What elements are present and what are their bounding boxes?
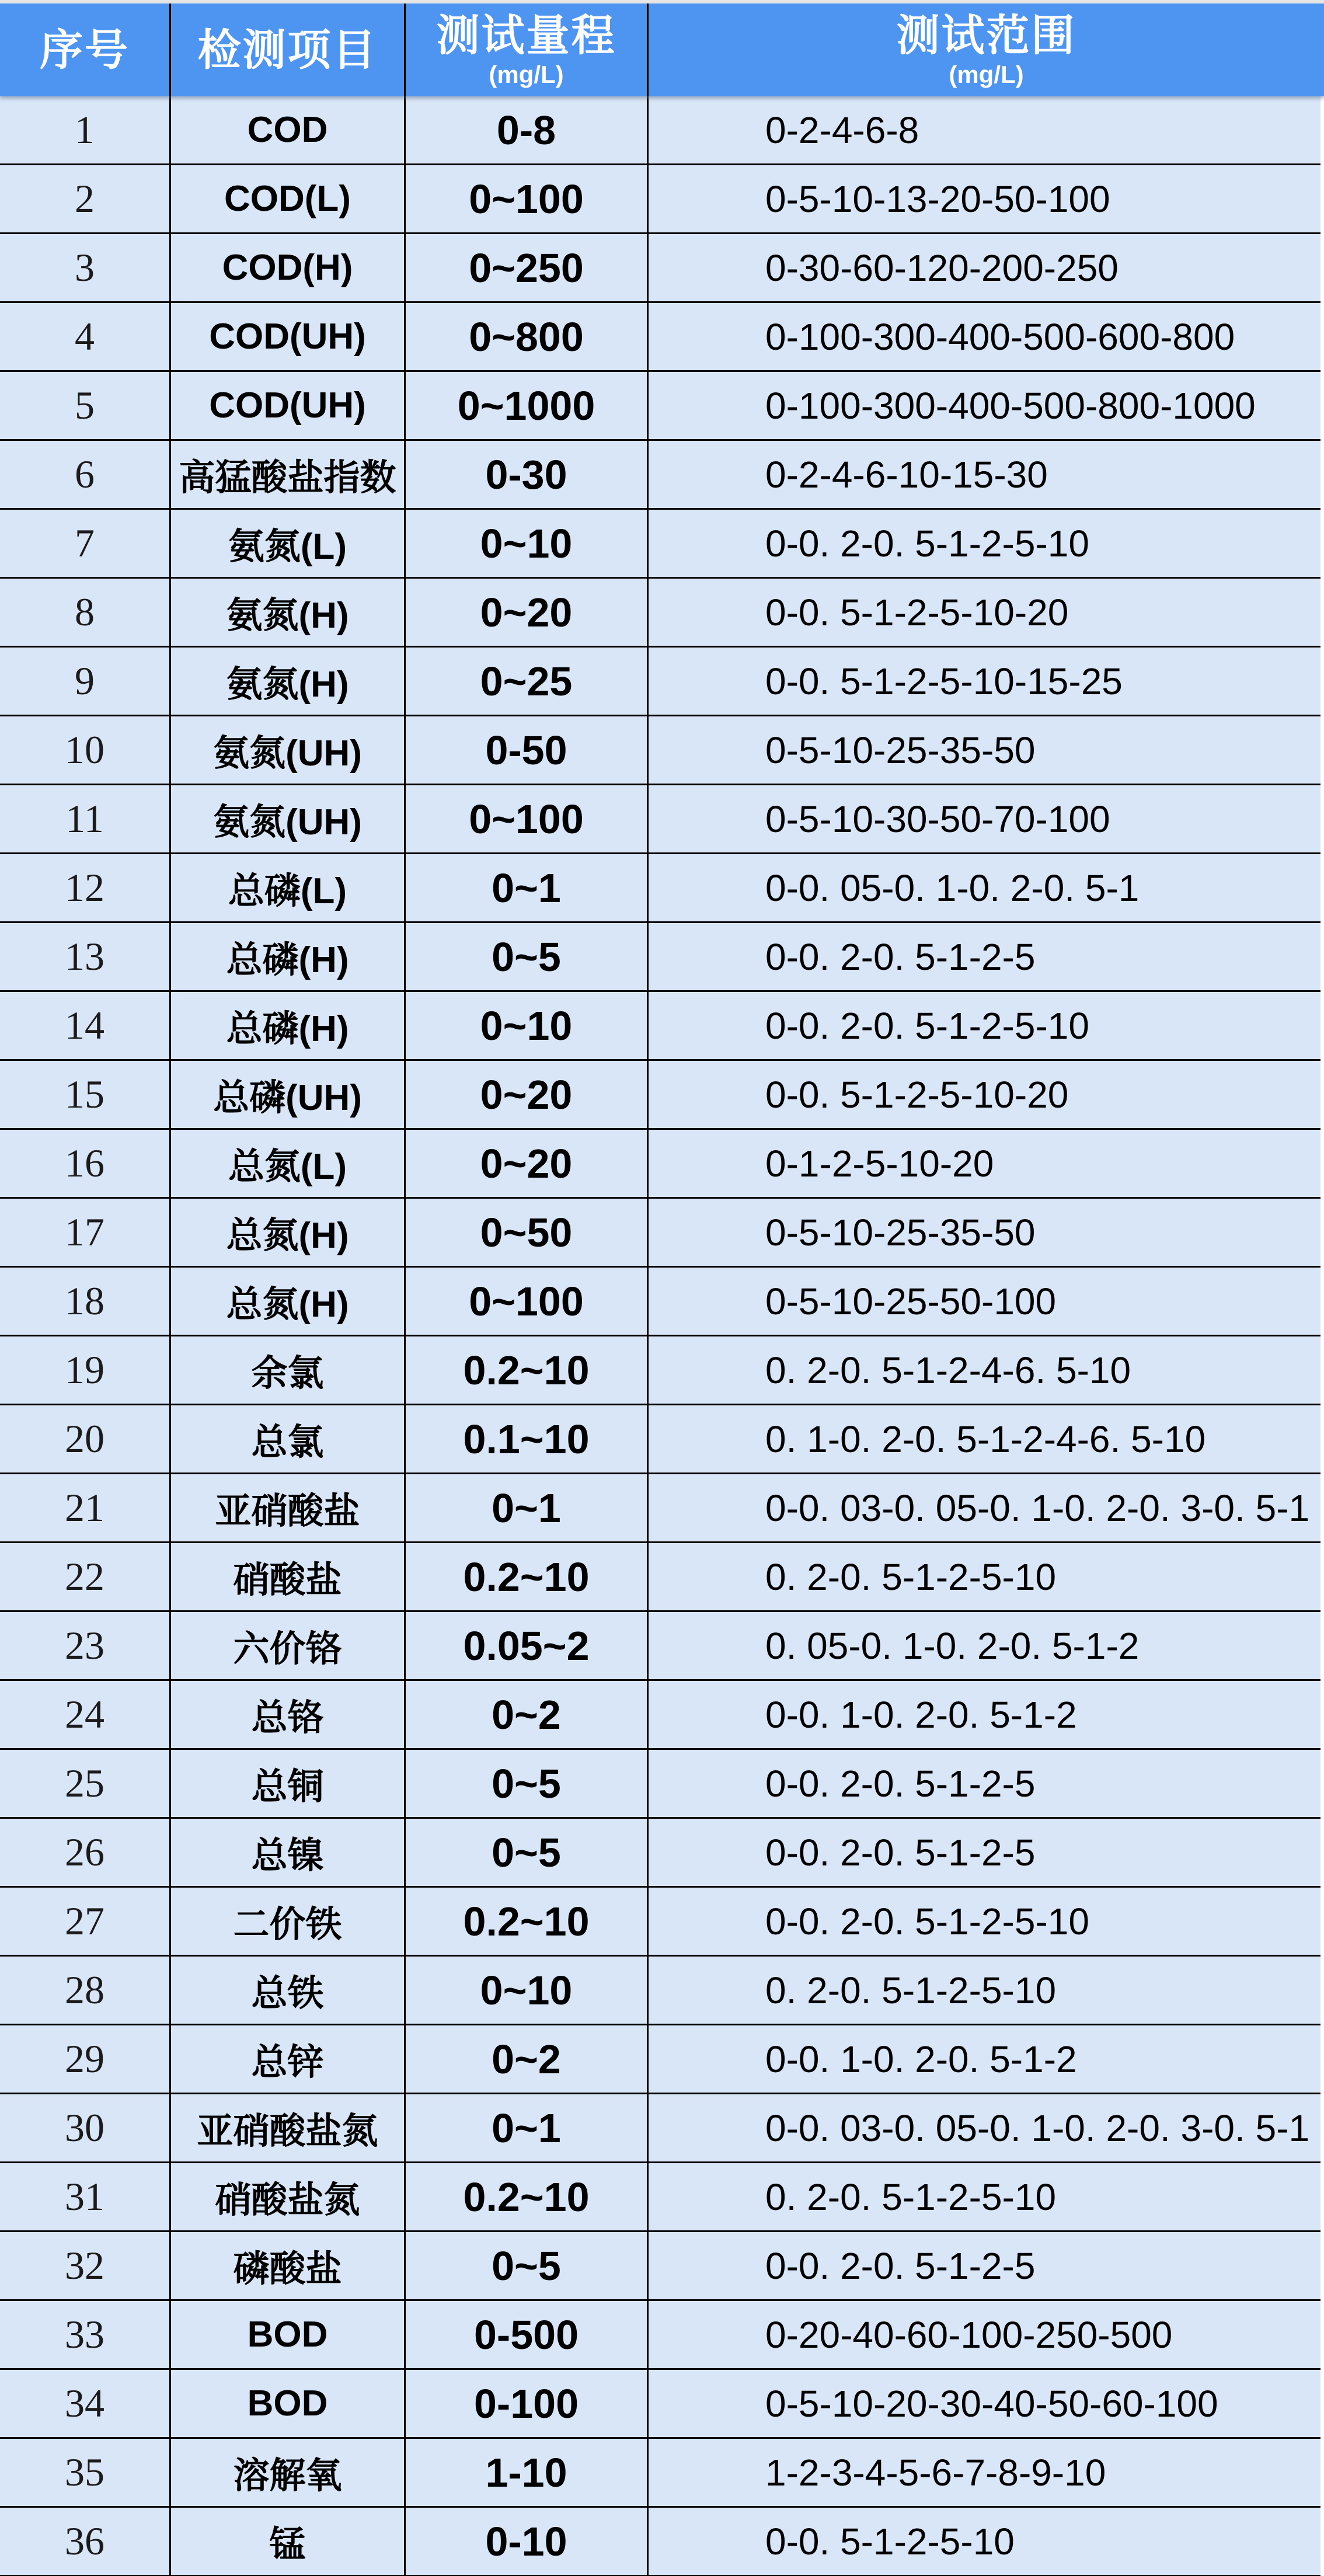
row-number-cell: 20 (65, 1416, 104, 1461)
row-number-cell: 21 (65, 1485, 104, 1530)
test-points-cell: 0-5-10-20-30-40-50-60-100 (647, 2370, 1320, 2437)
row-number-cell: 29 (65, 2037, 104, 2081)
row-number-cell: 33 (65, 2312, 104, 2356)
measure-range-cell: 0~100 (404, 165, 647, 232)
table-row (0, 165, 1320, 234)
table-row (0, 2370, 1320, 2439)
item-name-cell: 硝酸盐 (169, 1543, 404, 1610)
table-row (0, 854, 1320, 923)
measure-range-cell: 0~100 (404, 1268, 647, 1335)
item-name-cell: 氨氮(H) (169, 579, 404, 646)
measure-range-cell: 0~5 (404, 1750, 647, 1817)
row-number-cell: 13 (65, 934, 104, 979)
row-number-cell: 34 (65, 2381, 104, 2425)
item-name-cell: 亚硝酸盐 (169, 1474, 404, 1541)
table-row (0, 1612, 1320, 1681)
row-number-cell: 4 (75, 314, 95, 358)
row-number-cell: 6 (75, 452, 95, 496)
test-points-cell: 0. 2-0. 5-1-2-5-10 (647, 1543, 1320, 1610)
row-number-cell: 9 (75, 659, 95, 703)
test-points-cell: 0-0. 5-1-2-5-10-20 (647, 579, 1320, 646)
item-name-cell: 总氮(L) (169, 1130, 404, 1197)
item-name-cell: 总铁 (169, 1957, 404, 2024)
measure-range-cell: 0~10 (404, 1957, 647, 2024)
measure-range-cell: 0~2 (404, 1681, 647, 1748)
measure-range-cell: 0.1~10 (404, 1405, 647, 1473)
measure-range-cell: 0.05~2 (404, 1612, 647, 1679)
measure-range-cell: 0~50 (404, 1199, 647, 1266)
item-name-cell: 总磷(L) (169, 854, 404, 921)
row-number-cell: 14 (65, 1003, 104, 1047)
measure-range-cell: 0~5 (404, 1819, 647, 1886)
measure-range-cell: 0.2~10 (404, 1336, 647, 1404)
row-number-cell: 19 (65, 1348, 104, 1392)
test-points-cell: 0-0. 2-0. 5-1-2-5-10 (647, 992, 1320, 1059)
item-name-cell: COD (169, 96, 404, 163)
test-points-cell: 0-100-300-400-500-800-1000 (647, 372, 1320, 439)
row-number-cell: 15 (65, 1072, 104, 1116)
table-row (0, 2301, 1320, 2370)
measure-range-cell: 1-10 (404, 2439, 647, 2506)
item-name-cell: 高猛酸盐指数 (169, 441, 404, 508)
item-name-cell: 氨氮(UH) (169, 785, 404, 852)
row-number-cell: 17 (65, 1210, 104, 1254)
item-name-cell: 总镍 (169, 1819, 404, 1886)
item-name-cell: 磷酸盐 (169, 2232, 404, 2299)
test-points-cell: 0-0. 5-1-2-5-10-15-25 (647, 648, 1320, 715)
test-points-cell: 0-0. 2-0. 5-1-2-5 (647, 923, 1320, 990)
measure-range-cell: 0~250 (404, 234, 647, 301)
test-points-cell: 0-30-60-120-200-250 (647, 234, 1320, 301)
table-row (0, 648, 1320, 716)
measure-range-cell: 0~20 (404, 1061, 647, 1128)
measure-range-cell: 0~10 (404, 992, 647, 1059)
test-points-cell: 0-0. 1-0. 2-0. 5-1-2 (647, 2025, 1320, 2093)
measure-range-cell: 0~800 (404, 303, 647, 370)
test-points-cell: 0-5-10-25-50-100 (647, 1268, 1320, 1335)
item-name-cell: 总磷(UH) (169, 1061, 404, 1128)
test-points-cell: 0-5-10-25-35-50 (647, 716, 1320, 784)
row-number-cell: 5 (75, 383, 95, 427)
table-row (0, 1888, 1320, 1957)
test-points-cell: 0-0. 2-0. 5-1-2-5 (647, 1819, 1320, 1886)
test-points-cell: 0-0. 2-0. 5-1-2-5-10 (647, 510, 1320, 577)
measure-range-cell: 0~1 (404, 2094, 647, 2161)
item-name-cell: 硝酸盐氮 (169, 2163, 404, 2230)
table-row (0, 2163, 1320, 2232)
column-header-points-label: 测试范围 (896, 11, 1076, 60)
column-header-index (0, 4, 169, 96)
measure-range-cell: 0~5 (404, 2232, 647, 2299)
item-name-cell: 氨氮(L) (169, 510, 404, 577)
row-number-cell: 12 (65, 865, 104, 910)
table-row (0, 579, 1320, 648)
item-name-cell: 亚硝酸盐氮 (169, 2094, 404, 2161)
test-points-cell: 0-1-2-5-10-20 (647, 1130, 1320, 1197)
table-row (0, 1405, 1320, 1474)
test-points-cell: 0. 05-0. 1-0. 2-0. 5-1-2 (647, 1612, 1320, 1679)
test-points-cell: 0-20-40-60-100-250-500 (647, 2301, 1320, 2368)
measure-range-cell: 0~5 (404, 923, 647, 990)
table-body (0, 96, 1320, 2576)
table-row (0, 2439, 1320, 2508)
item-name-cell: 总氮(H) (169, 1199, 404, 1266)
table-row (0, 1268, 1320, 1336)
item-name-cell: BOD (169, 2301, 404, 2368)
test-points-cell: 0. 1-0. 2-0. 5-1-2-4-6. 5-10 (647, 1405, 1320, 1473)
table-row (0, 923, 1320, 992)
measure-range-cell: 0~1000 (404, 372, 647, 439)
measure-range-cell: 0-100 (404, 2370, 647, 2437)
row-number-cell: 2 (75, 176, 95, 221)
row-number-cell: 11 (65, 796, 104, 841)
measure-range-cell: 0-50 (404, 716, 647, 784)
column-header-index-label: 序号 (40, 25, 130, 74)
row-number-cell: 22 (65, 1554, 104, 1599)
row-number-cell: 32 (65, 2243, 104, 2288)
item-name-cell: BOD (169, 2370, 404, 2437)
row-number-cell: 35 (65, 2450, 104, 2494)
row-number-cell: 27 (65, 1899, 104, 1943)
table-row (0, 303, 1320, 372)
table-row (0, 1681, 1320, 1750)
test-points-cell: 0-5-10-13-20-50-100 (647, 165, 1320, 232)
table-row (0, 992, 1320, 1061)
column-header-points (647, 4, 1324, 96)
table-row (0, 1750, 1320, 1819)
table-row (0, 372, 1320, 441)
table-row (0, 1819, 1320, 1888)
measure-range-cell: 0-8 (404, 96, 647, 163)
test-points-cell: 0-0. 2-0. 5-1-2-5 (647, 1750, 1320, 1817)
column-header-item (169, 4, 404, 96)
test-points-cell: 0-2-4-6-8 (647, 96, 1320, 163)
table-row (0, 441, 1320, 510)
item-name-cell: 锰 (169, 2508, 404, 2575)
item-name-cell: COD(UH) (169, 372, 404, 439)
test-points-cell: 0-5-10-30-50-70-100 (647, 785, 1320, 852)
test-points-cell: 0-0. 5-1-2-5-10 (647, 2508, 1320, 2575)
test-points-cell: 0-0. 03-0. 05-0. 1-0. 2-0. 3-0. 5-1 (647, 2094, 1320, 2161)
test-points-cell: 1-2-3-4-5-6-7-8-9-10 (647, 2439, 1320, 2506)
row-number-cell: 16 (65, 1141, 104, 1185)
row-number-cell: 7 (75, 521, 95, 565)
table-row (0, 1336, 1320, 1405)
item-name-cell: 总锌 (169, 2025, 404, 2093)
item-name-cell: 总氮(H) (169, 1268, 404, 1335)
measure-range-cell: 0.2~10 (404, 1543, 647, 1610)
measure-range-cell: 0~20 (404, 1130, 647, 1197)
row-number-cell: 3 (75, 245, 95, 290)
row-number-cell: 36 (65, 2519, 104, 2563)
column-header-range-sub: (mg/L) (489, 60, 564, 88)
table-row (0, 96, 1320, 165)
table-row (0, 1061, 1320, 1130)
item-name-cell: COD(L) (169, 165, 404, 232)
test-points-cell: 0-0. 2-0. 5-1-2-5-10 (647, 1888, 1320, 1955)
table-row (0, 234, 1320, 303)
measure-range-cell: 0.2~10 (404, 1888, 647, 1955)
measure-range-cell: 0~1 (404, 854, 647, 921)
table-row (0, 716, 1320, 785)
item-name-cell: 氨氮(UH) (169, 716, 404, 784)
item-name-cell: 总铜 (169, 1750, 404, 1817)
measure-range-cell: 0~1 (404, 1474, 647, 1541)
column-header-points-sub: (mg/L) (949, 60, 1024, 88)
item-name-cell: 总磷(H) (169, 923, 404, 990)
table-row (0, 1130, 1320, 1199)
item-name-cell: 二价铁 (169, 1888, 404, 1955)
measure-range-cell: 0.2~10 (404, 2163, 647, 2230)
row-number-cell: 10 (65, 727, 104, 772)
table-row (0, 785, 1320, 854)
row-number-cell: 18 (65, 1279, 104, 1323)
measure-range-cell: 0-500 (404, 2301, 647, 2368)
item-name-cell: COD(UH) (169, 303, 404, 370)
row-number-cell: 24 (65, 1692, 104, 1736)
table-row (0, 2025, 1320, 2094)
item-name-cell: 总磷(H) (169, 992, 404, 1059)
item-name-cell: COD(H) (169, 234, 404, 301)
test-points-cell: 0-0. 1-0. 2-0. 5-1-2 (647, 1681, 1320, 1748)
item-name-cell: 总氯 (169, 1405, 404, 1473)
item-name-cell: 总铬 (169, 1681, 404, 1748)
table-row (0, 510, 1320, 579)
test-points-cell: 0-0. 03-0. 05-0. 1-0. 2-0. 3-0. 5-1 (647, 1474, 1320, 1541)
measure-range-cell: 0~25 (404, 648, 647, 715)
row-number-cell: 31 (65, 2174, 104, 2219)
test-points-cell: 0-0. 5-1-2-5-10-20 (647, 1061, 1320, 1128)
measure-range-cell: 0~10 (404, 510, 647, 577)
item-name-cell: 余氯 (169, 1336, 404, 1404)
test-points-cell: 0-5-10-25-35-50 (647, 1199, 1320, 1266)
row-number-cell: 25 (65, 1761, 104, 1805)
column-header-range-label: 测试量程 (436, 11, 616, 60)
item-name-cell: 六价铬 (169, 1612, 404, 1679)
table-header (0, 4, 1324, 96)
test-points-cell: 0-0. 2-0. 5-1-2-5 (647, 2232, 1320, 2299)
measure-range-cell: 0~100 (404, 785, 647, 852)
table-row (0, 2508, 1320, 2576)
measure-range-cell: 0~20 (404, 579, 647, 646)
table-row (0, 1474, 1320, 1543)
item-name-cell: 氨氮(H) (169, 648, 404, 715)
test-points-cell: 0. 2-0. 5-1-2-4-6. 5-10 (647, 1336, 1320, 1404)
table-row (0, 1957, 1320, 2025)
column-header-item-label: 检测项目 (197, 25, 378, 74)
test-points-cell: 0. 2-0. 5-1-2-5-10 (647, 2163, 1320, 2230)
row-number-cell: 28 (65, 1968, 104, 2012)
table-row (0, 2094, 1320, 2163)
column-header-range (404, 4, 647, 96)
test-points-cell: 0-100-300-400-500-600-800 (647, 303, 1320, 370)
measure-range-cell: 0-30 (404, 441, 647, 508)
row-number-cell: 30 (65, 2105, 104, 2150)
table-row (0, 2232, 1320, 2301)
measure-range-cell: 0~2 (404, 2025, 647, 2093)
row-number-cell: 23 (65, 1623, 104, 1668)
row-number-cell: 26 (65, 1830, 104, 1874)
test-points-cell: 0-2-4-6-10-15-30 (647, 441, 1320, 508)
measure-range-cell: 0-10 (404, 2508, 647, 2575)
table-row (0, 1199, 1320, 1268)
row-number-cell: 8 (75, 590, 95, 634)
table-row (0, 1543, 1320, 1612)
test-points-cell: 0. 2-0. 5-1-2-5-10 (647, 1957, 1320, 2024)
item-name-cell: 溶解氧 (169, 2439, 404, 2506)
row-number-cell: 1 (75, 107, 95, 152)
test-points-cell: 0-0. 05-0. 1-0. 2-0. 5-1 (647, 854, 1320, 921)
